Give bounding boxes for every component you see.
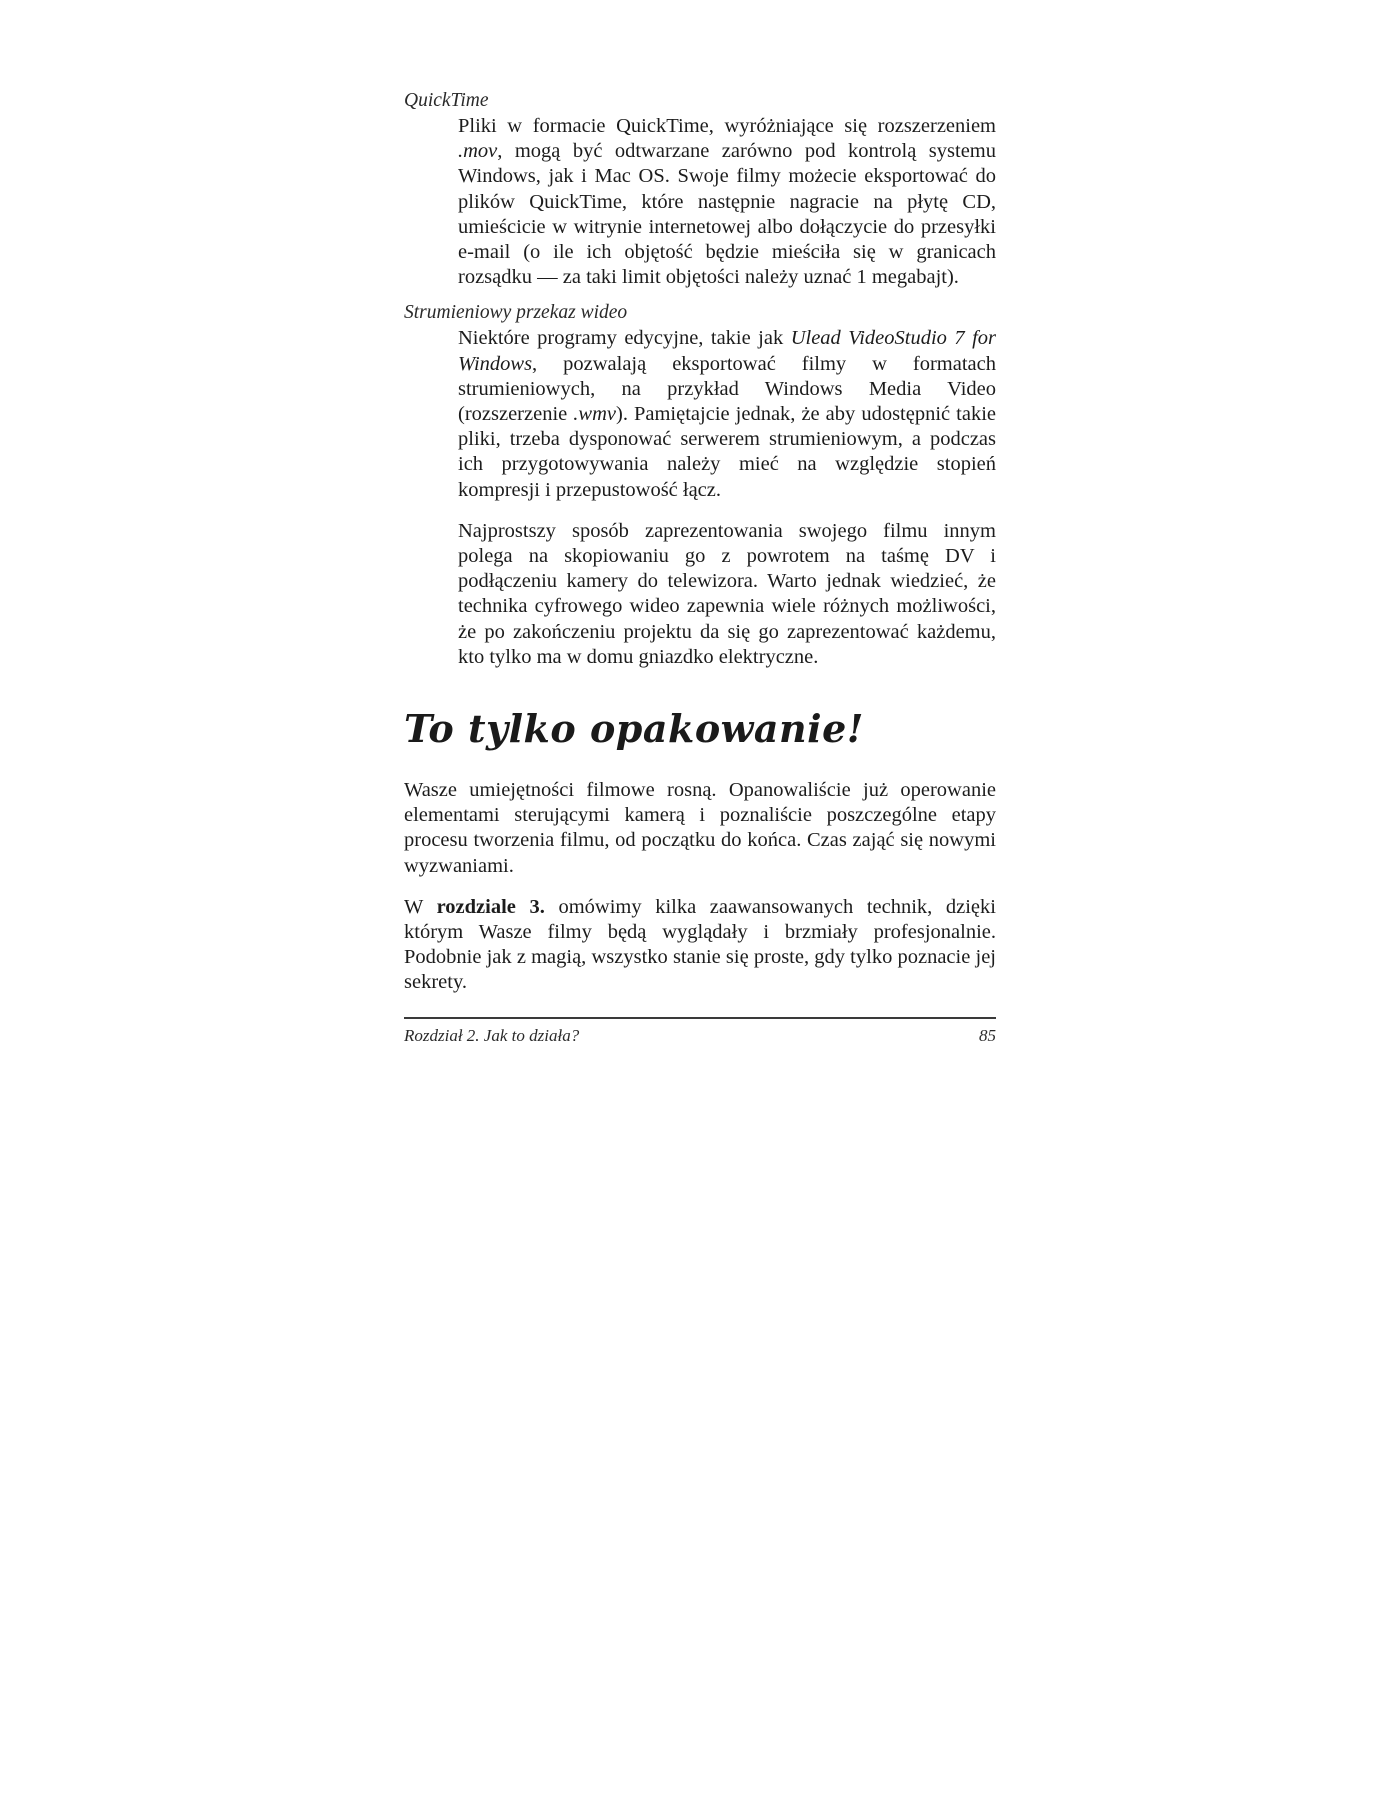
page-footer bbox=[404, 1025, 996, 1047]
chapter-reference: rozdziale 3. bbox=[436, 895, 545, 918]
streaming-paragraph bbox=[458, 326, 996, 502]
chapter3-text-start: W bbox=[404, 895, 437, 918]
mov-extension: .mov bbox=[458, 140, 498, 163]
chapter3-paragraph bbox=[404, 895, 996, 996]
streaming-text-start: Niektóre programy edycyjne, takie jak bbox=[458, 327, 791, 350]
chapter3-text-end: omówimy kilka zaawansowanych technik, dzięki którym Wasze filmy będą wyglądały i brzmiały profesjonalnie. Podobnie jak z magią, wszystko stanie się proste, gdy tylko poznacie jej sekrety. bbox=[404, 895, 996, 994]
quicktime-text-start: Pliki w formacie QuickTime, bbox=[458, 115, 714, 137]
quicktime-paragraph bbox=[458, 114, 996, 290]
streaming-text-mid: , pozwalają eksportować filmy w formatach strumieniowych, na przykład Windows Media Video (rozszerzenie bbox=[458, 352, 996, 426]
section-heading: To tylko opakowanie! bbox=[404, 706, 864, 752]
footer-chapter-title: Rozdział 2. Jak to działa? bbox=[404, 1026, 580, 1045]
footer-divider bbox=[404, 1017, 996, 1019]
term-streaming: Strumieniowy przekaz wideo bbox=[404, 302, 628, 324]
streaming-text-end: ). Pamiętajcie jednak, że aby udostępnić takie pliki, trzeba dysponować serwerem strumieniowym, a podczas ich przygotowywania należy mieć na względzie stopień kompresji i przepustowość łącz. bbox=[458, 403, 997, 501]
page-content bbox=[404, 88, 996, 996]
presentation-paragraph: Najprostszy sposób zaprezentowania swojego filmu innym polega na skopiowaniu go z powrotem na taśmę DV i podłączeniu kamery do telewizora. Warto jednak wiedzieć, że technika cyfrowego wideo zapewnia wiele różnych możliwości, że po zakończeniu projektu da się go zaprezentować każdemu, kto tylko ma w domu gniazdko elektryczne. bbox=[458, 519, 996, 668]
quicktime-text-end: , mogą być odtwarzane zarówno pod kontrolą systemu Windows, jak i Mac OS. Swoje filmy możecie eksportować do plików QuickTime, które następnie nagracie na płytę CD, umieścicie w witrynie internetowej albo dołączycie do przesyłki e-mail (o ile ich objętość będzie mieściła się w granicach rozsądku — za taki limit objętości należy uznać 1 megabajt). bbox=[458, 140, 996, 289]
page-number: 85 bbox=[979, 1026, 996, 1045]
product-name: Ulead VideoStudio 7 for Windows bbox=[458, 327, 996, 375]
quicktime-text-start-2: wyróżniające się rozszerzeniem bbox=[724, 115, 997, 137]
skills-paragraph: Wasze umiejętności filmowe rosną. Opanowaliście już operowanie elementami sterującymi kamerą i poznaliście poszczególne etapy procesu tworzenia filmu, od początku do końca. Czas zająć się nowymi wyzwaniami. bbox=[404, 779, 996, 877]
term-quicktime: QuickTime bbox=[404, 90, 489, 111]
wmv-extension: .wmv bbox=[573, 403, 616, 426]
